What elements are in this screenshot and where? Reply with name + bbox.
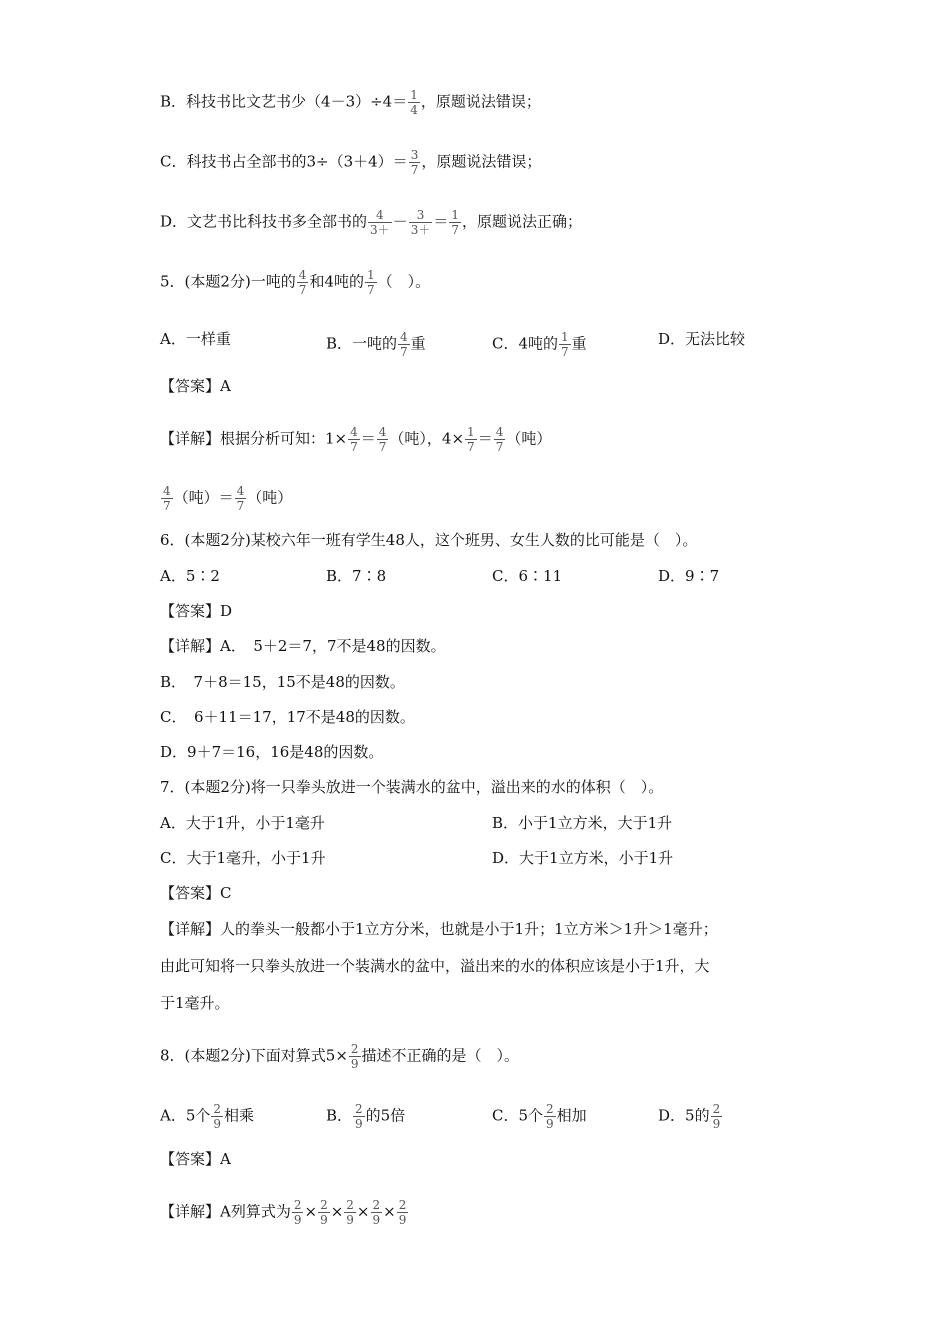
detail-6-a: 【详解】A． 5＋2＝7，7不是48的因数。 bbox=[160, 637, 446, 655]
question-6: 6．(本题2分)某校六年一班有学生48人，这个班男、女生人数的比可能是（ ）。 bbox=[160, 531, 698, 549]
answer-7: 【答案】C bbox=[160, 884, 232, 902]
detail-7-line-3: 于1毫升。 bbox=[160, 994, 230, 1012]
fraction: $\frac{2}{9}$ bbox=[355, 1102, 363, 1131]
answer-6: 【答案】D bbox=[160, 602, 233, 620]
detail-8: 【详解】A列算式为 $\frac{2}{9}$ × $\frac{2}{9}$ × $\frac{2}{9}$ × $\frac{2}{9}$ × $\frac{2}{9}$ bbox=[160, 1198, 407, 1227]
line-c: C．科技书占全部书的3÷（3＋4）＝ $\frac{3}{7}$ ，原题说法错误； bbox=[160, 148, 542, 177]
detail-7-line-2: 由此可知将一只拳头放进一个装满水的盆中，溢出来的水的体积应该是小于1升，大 bbox=[160, 957, 710, 975]
fraction: $\frac{4}{7}$ bbox=[400, 330, 408, 359]
q5-option-a: A．一样重 bbox=[160, 330, 231, 348]
fraction: $\frac{2}{9}$ bbox=[546, 1102, 554, 1131]
detail-6-b: B． 7＋8＝15，15不是48的因数。 bbox=[160, 673, 405, 691]
question-8: 8．(本题2分)下面对算式5× $\frac{2}{9}$ 描述不正确的是（ ）。 bbox=[160, 1042, 520, 1071]
fraction: $\frac{4}{7}$ bbox=[163, 484, 171, 513]
q5-option-c: C．4吨的 $\frac{1}{7}$ 重 bbox=[492, 330, 587, 359]
fraction: $\frac{3}{3+}$ bbox=[410, 208, 431, 237]
q6-option-c: C．6∶11 bbox=[492, 567, 563, 585]
fraction: $\frac{4}{7}$ bbox=[298, 268, 307, 297]
fraction: $\frac{2}{9}$ bbox=[372, 1198, 381, 1227]
fraction: $\frac{1}{4}$ bbox=[410, 88, 418, 117]
q6-option-d: D．9∶7 bbox=[658, 567, 720, 585]
q8-option-b: B． $\frac{2}{9}$ 的5倍 bbox=[326, 1102, 406, 1131]
q7-option-d: D．大于1立方米，小于1升 bbox=[492, 849, 674, 867]
detail-6-d: D．9＋7＝16，16是48的因数。 bbox=[160, 743, 384, 761]
fraction: $\frac{1}{7}$ bbox=[467, 425, 475, 454]
detail-6-c: C． 6＋11＝17，17不是48的因数。 bbox=[160, 708, 415, 726]
fraction: $\frac{4}{7}$ bbox=[378, 425, 387, 454]
q6-option-b: B．7∶8 bbox=[326, 567, 387, 585]
fraction: $\frac{2}{9}$ bbox=[320, 1198, 328, 1227]
fraction: $\frac{1}{7}$ bbox=[451, 208, 459, 237]
fraction: $\frac{2}{9}$ bbox=[293, 1198, 302, 1227]
fraction: $\frac{2}{9}$ bbox=[398, 1198, 407, 1227]
line-d: D．文艺书比科技书多全部书的 $\frac{4}{3+}$ － $\frac{3}{3+}$ ＝ $\frac{1}{7}$ ，原题说法正确； bbox=[160, 208, 582, 237]
detail-5: 【详解】根据分析可知：1× $\frac{4}{7}$ ＝ $\frac{4}{7}$ （吨），4× $\frac{1}{7}$ ＝ $\frac{4}{7}$ （吨） bbox=[160, 425, 552, 454]
q5-option-d: D．无法比较 bbox=[658, 330, 746, 348]
fraction: $\frac{4}{7}$ bbox=[236, 484, 245, 513]
question-5: 5．(本题2分)一吨的 $\frac{4}{7}$ 和4吨的 $\frac{1}{7}$ （ ）。 bbox=[160, 268, 431, 297]
fraction: $\frac{2}{9}$ bbox=[213, 1102, 222, 1131]
q8-option-c: C．5个 $\frac{2}{9}$ 相加 bbox=[492, 1102, 587, 1131]
q5-option-b: B．一吨的 $\frac{4}{7}$ 重 bbox=[326, 330, 426, 359]
answer-8: 【答案】A bbox=[160, 1150, 231, 1168]
fraction: $\frac{3}{7}$ bbox=[410, 148, 419, 177]
detail-5-line-2: $\frac{4}{7}$ （吨）＝ $\frac{4}{7}$ （吨） bbox=[163, 484, 293, 513]
q8-option-a: A．5个 $\frac{2}{9}$ 相乘 bbox=[160, 1102, 255, 1131]
fraction: $\frac{4}{7}$ bbox=[350, 425, 358, 454]
q7-option-b: B．小于1立方米，大于1升 bbox=[492, 814, 673, 832]
fraction: $\frac{1}{7}$ bbox=[366, 268, 375, 297]
fraction: $\frac{2}{9}$ bbox=[346, 1198, 354, 1227]
fraction: $\frac{4}{3+}$ bbox=[370, 208, 390, 237]
detail-7-line-1: 【详解】人的拳头一般都小于1立方分米，也就是小于1升；1立方米＞1升＞1毫升； bbox=[160, 920, 718, 938]
q8-option-d: D．5的 $\frac{2}{9}$ bbox=[658, 1102, 721, 1131]
fraction: $\frac{2}{9}$ bbox=[712, 1102, 721, 1131]
q7-option-a: A．大于1升，小于1毫升 bbox=[160, 814, 325, 832]
fraction: $\frac{2}{9}$ bbox=[350, 1042, 359, 1071]
answer-5: 【答案】A bbox=[160, 377, 231, 395]
fraction: $\frac{1}{7}$ bbox=[561, 330, 569, 359]
question-7: 7．(本题2分)将一只拳头放进一个装满水的盆中，溢出来的水的体积（ ）。 bbox=[160, 778, 664, 796]
fraction: $\frac{4}{7}$ bbox=[495, 425, 504, 454]
q7-option-c: C．大于1毫升，小于1升 bbox=[160, 849, 326, 867]
q6-option-a: A．5∶2 bbox=[160, 567, 220, 585]
line-b: B．科技书比文艺书少（4－3）÷4＝ $\frac{1}{4}$ ，原题说法错误； bbox=[160, 88, 541, 117]
